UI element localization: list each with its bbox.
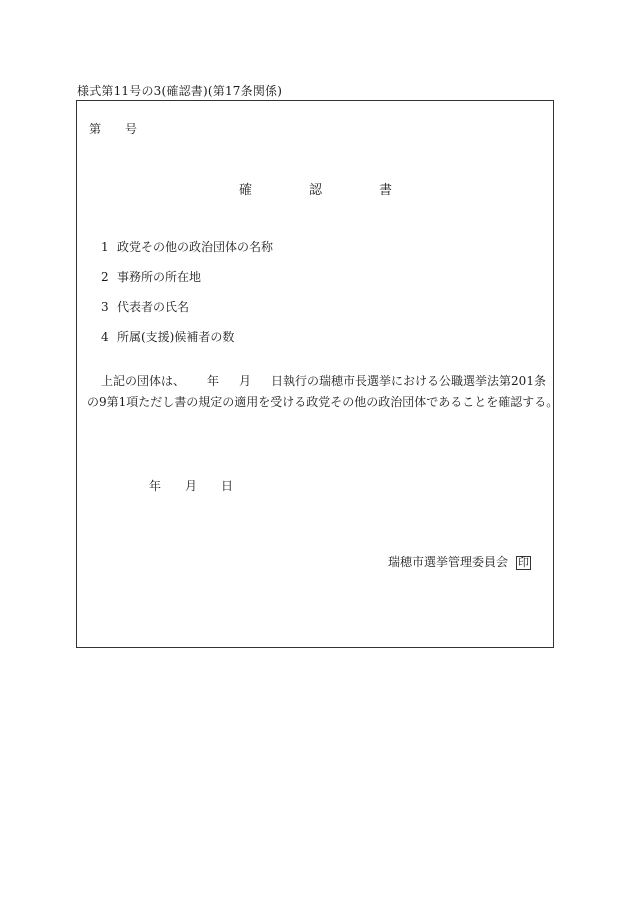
document-number-label [89,120,137,137]
signer-name: 瑞穂市選挙管理委員会 [387,555,508,569]
statement-month: 月 [239,374,252,388]
item-number: 3 [101,300,109,314]
item-label: 事務所の所在地 [117,270,202,284]
statement-line-2: の9第1項ただし書の規定の適用を受ける政党その他の政治団体であることを確認する。 [87,395,559,409]
item-label: 所属(支援)候補者の数 [117,330,235,344]
title-char-1: 確 [239,183,253,198]
statement-year: 年 [207,374,220,388]
date-month: 月 [185,479,198,493]
document-title [239,179,392,198]
list-item [101,271,273,301]
item-list [101,241,273,361]
list-item [101,301,273,331]
seal-mark: 印 [518,556,529,569]
statement-line-1 [87,371,558,392]
date-year: 年 [149,479,162,493]
title-char-3: 書 [379,183,393,198]
list-item [101,241,273,271]
item-number: 4 [101,330,109,344]
item-number: 2 [101,270,109,284]
number-go: 号 [125,122,138,136]
signer-block [388,553,531,570]
title-char-2: 認 [309,183,323,198]
date-day: 日 [221,479,234,493]
document-frame [76,100,559,648]
date-line [149,477,233,494]
statement-part-1: 上記の団体は、 [101,374,186,388]
item-label: 政党その他の政治団体の名称 [117,240,274,254]
list-item [101,331,273,361]
confirmation-statement [87,371,558,413]
number-dai: 第 [89,122,102,136]
item-number: 1 [101,240,109,254]
statement-part-2: 日執行の瑞穂市長選挙における公職選挙法第201条 [271,374,546,388]
form-caption: 様式第11号の3(確認書)(第17条関係) [77,84,283,98]
item-label: 代表者の氏名 [117,300,190,314]
